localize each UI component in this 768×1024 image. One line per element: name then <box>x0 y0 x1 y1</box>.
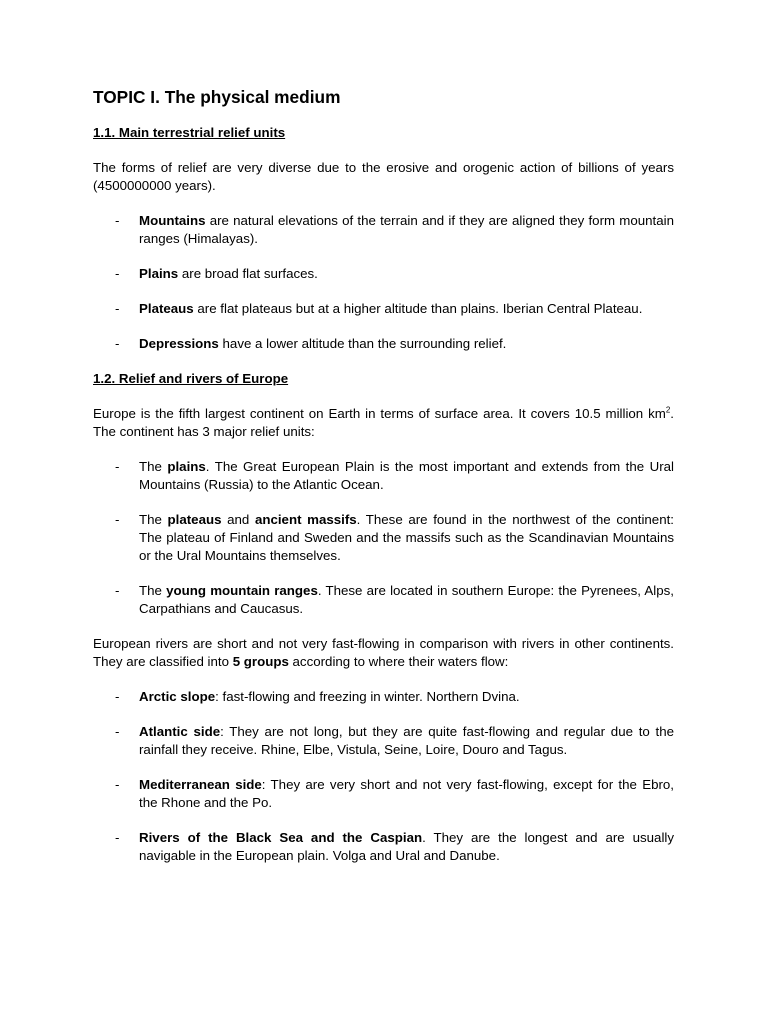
list-item-text: : They are very short and not very fast-flowing, except for the Ebro, the Rhone and the Po. <box>139 777 674 810</box>
list-item <box>93 723 674 759</box>
list-item-prefix: The <box>139 459 168 474</box>
rivers-intro <box>93 635 674 671</box>
list-item-term: Depressions <box>139 336 219 351</box>
list-item-term: Plateaus <box>139 301 194 316</box>
list-item-term: plateaus <box>167 512 222 527</box>
superscript: 2 <box>665 405 671 415</box>
list-item-joiner: and <box>221 512 255 527</box>
list-item <box>93 300 674 318</box>
list-item <box>93 511 674 565</box>
list-item-text: are broad flat surfaces. <box>178 266 318 281</box>
list-item-term: young mountain ranges <box>166 583 318 598</box>
section-intro-europe <box>93 405 674 441</box>
list-item-term: Mountains <box>139 213 206 228</box>
list-item <box>93 688 674 706</box>
list-item-text: . They are the longest and are usually navigable in the European plain. Volga and Ural and Danube. <box>139 830 674 863</box>
list-item-text: . These are found in the northwest of the continent: The plateau of Finland and Sweden and the massifs such as the Scandinavian Mountains or the Ural Mountains themselves. <box>139 512 674 563</box>
europe-relief-list <box>93 458 674 618</box>
list-item <box>93 776 674 812</box>
section-heading-relief-units: 1.1. Main terrestrial relief units <box>93 125 286 140</box>
section-intro-relief-units: The forms of relief are very diverse due to the erosive and orogenic action of billions of years (4500000000 years). <box>93 160 674 193</box>
list-item-text: are flat plateaus but at a higher altitude than plains. Iberian Central Plateau. <box>193 301 643 316</box>
list-item-prefix: The <box>139 583 167 598</box>
river-groups-list <box>93 688 674 865</box>
intro-text: Europe is the fifth largest continent on Earth in terms of surface area. It covers 10.5 million km <box>93 406 666 421</box>
list-item-prefix: The <box>139 512 168 527</box>
list-item <box>93 212 674 248</box>
rivers-text-end: according to where their waters flow: <box>288 654 509 669</box>
document-page <box>93 86 674 882</box>
list-item <box>93 582 674 618</box>
list-item-text: are natural elevations of the terrain and if they are aligned they form mountain ranges (Himalayas). <box>139 213 674 246</box>
intro-text-end: . The continent has 3 major relief units: <box>93 406 674 439</box>
list-item <box>93 265 674 283</box>
list-item-term: Rivers of the Black Sea and the Caspian <box>139 830 423 845</box>
rivers-text: European rivers are short and not very fast-flowing in comparison with rivers in other continents. They are classified into <box>93 636 674 669</box>
list-item-term: Plains <box>139 266 179 281</box>
list-item <box>93 335 674 353</box>
list-item-term: Arctic slope <box>139 689 216 704</box>
page-title: TOPIC I. The physical medium <box>93 87 341 107</box>
section-heading-europe: 1.2. Relief and rivers of Europe <box>93 371 289 386</box>
list-item-term: plains <box>167 459 206 474</box>
list-item <box>93 829 674 865</box>
list-item-term: ancient massifs <box>254 512 357 527</box>
rivers-groups-count: 5 groups <box>232 654 289 669</box>
relief-units-list <box>93 212 674 353</box>
list-item-term: Atlantic side <box>139 724 221 739</box>
list-item-text: . These are located in southern Europe: the Pyrenees, Alps, Carpathians and Caucasus. <box>139 583 674 616</box>
list-item-text: have a lower altitude than the surrounding relief. <box>218 336 507 351</box>
list-item-text: . The Great European Plain is the most important and extends from the Ural Mountains (Russia) to the Atlantic Ocean. <box>139 459 674 492</box>
list-item-text: : fast-flowing and freezing in winter. Northern Dvina. <box>215 689 520 704</box>
list-item-text: : They are not long, but they are quite fast-flowing and regular due to the rainfall they receive. Rhine, Elbe, Vistula, Seine, Loire, Douro and Tagus. <box>139 724 674 757</box>
list-item-term: Mediterranean side <box>139 777 262 792</box>
list-item <box>93 458 674 494</box>
